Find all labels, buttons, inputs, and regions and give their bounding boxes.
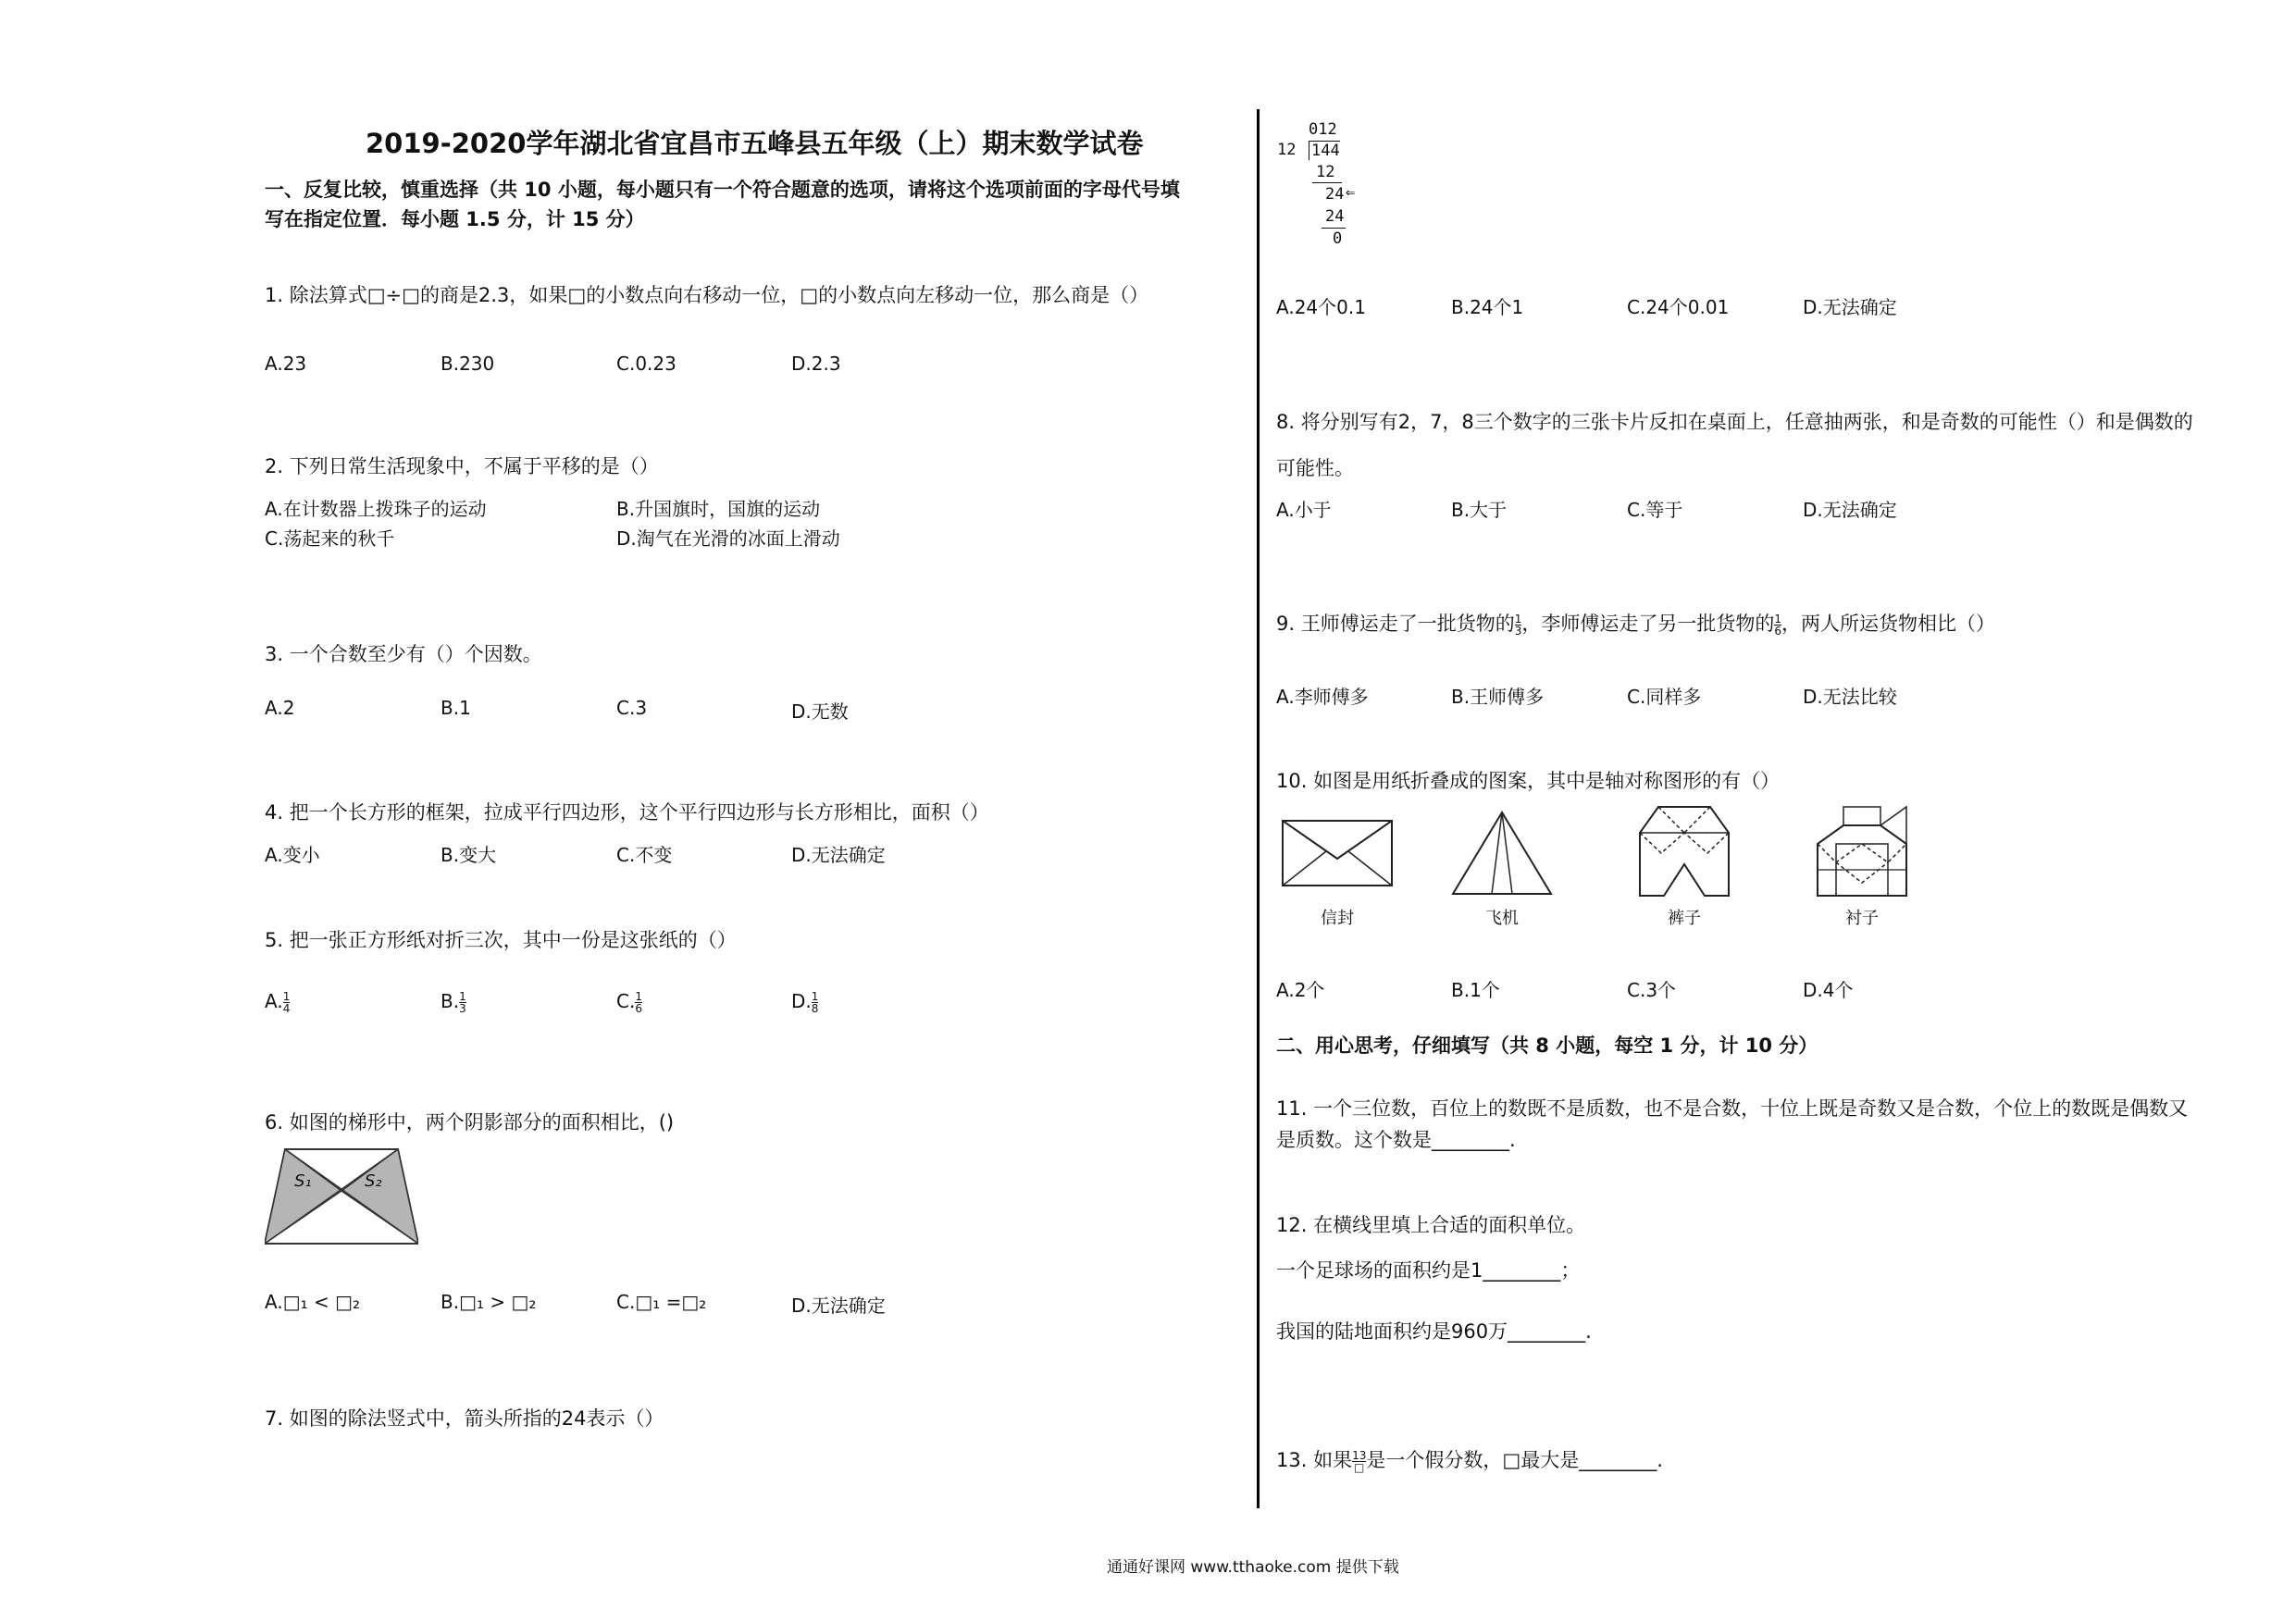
q3-stem: 3. 一个合数至少有（）个因数。 — [265, 643, 542, 665]
q4-option-b[interactable]: B.变大 — [441, 844, 497, 866]
q4-stem: 4. 把一个长方形的框架，拉成平行四边形，这个平行四边形与长方形相比，面积（） — [265, 801, 989, 824]
q8-stem-line2: 可能性。 — [1276, 457, 1354, 479]
q2-stem: 2. 下列日常生活现象中，不属于平移的是（） — [265, 455, 659, 477]
q5-option-b-label: B. — [441, 990, 460, 1012]
division-step2: 24 — [1325, 185, 1345, 204]
q7-option-b[interactable]: B.24个1 — [1451, 296, 1524, 318]
q1-option-c[interactable]: C.0.23 — [616, 353, 676, 375]
pants-figure — [1638, 805, 1731, 898]
q10-stem: 10. 如图是用纸折叠成的图案，其中是轴对称图形的有（） — [1276, 770, 1781, 792]
q5-option-c[interactable] — [616, 990, 642, 1014]
s2-label: S₂ — [365, 1171, 382, 1191]
q3-option-a[interactable]: A.2 — [265, 697, 295, 719]
q8-option-b[interactable]: B.大于 — [1451, 499, 1508, 521]
q13-stem: 13. 如果 $\frac{13}{□}$ 是一个假分数，□最大是________. — [1276, 1448, 1663, 1474]
q11-line2: 是质数。这个数是________. — [1276, 1129, 1516, 1151]
q1-option-b[interactable]: B.230 — [441, 353, 495, 375]
q9-fraction-a: $\frac{1}{3}$ — [1514, 612, 1522, 638]
q5-option-c-label: C. — [616, 990, 636, 1012]
q5-option-c-fraction: $\frac{1}{6}$ — [635, 990, 642, 1015]
q12-line1: 一个足球场的面积约是1________； — [1276, 1259, 1581, 1282]
division-remainder: 0 — [1333, 229, 1343, 248]
division-divisor: 12 — [1277, 141, 1297, 159]
page-footer: 通通好课网 www.tthaoke.com 提供下载 — [1107, 1558, 1399, 1577]
q9-fraction-b: $\frac{1}{6}$ — [1774, 612, 1781, 638]
q3-option-d[interactable]: D.无数 — [791, 700, 849, 723]
envelope-label: 信封 — [1321, 909, 1354, 928]
q10-option-a[interactable]: A.2个 — [1276, 979, 1325, 1001]
q13-fraction: $\frac{13}{□}$ — [1352, 1448, 1367, 1474]
paper-plane-figure — [1451, 811, 1553, 896]
q1-stem: 1. 除法算式□÷□的商是2.3，如果□的小数点向右移动一位，□的小数点向左移动一位，那么商是（） — [265, 284, 1149, 306]
q4-option-d[interactable]: D.无法确定 — [791, 844, 886, 866]
q5-stem: 5. 把一张正方形纸对折三次，其中一份是这张纸的（） — [265, 929, 737, 951]
q9-stem: 9. 王师傅运走了一批货物的 $\frac{1}{3}$ ，李师傅运走了另一批货物的 $\frac{1}{6}$ ，两人所运货物相比（） — [1276, 612, 1995, 638]
q11-line1: 11. 一个三位数，百位上的数既不是质数，也不是合数，十位上既是奇数又是合数，个位上的数既是偶数又 — [1276, 1097, 2189, 1120]
q9-option-a[interactable]: A.李师傅多 — [1276, 686, 1369, 708]
q9-option-b[interactable]: B.王师傅多 — [1451, 686, 1545, 708]
q2-option-b[interactable]: B.升国旗时，国旗的运动 — [616, 498, 821, 520]
q6-option-b[interactable]: B.□₁ > □₂ — [441, 1291, 537, 1313]
q7-option-c[interactable]: C.24个0.01 — [1627, 296, 1730, 318]
q4-option-a[interactable]: A.变小 — [265, 844, 320, 866]
q10-option-b[interactable]: B.1个 — [1451, 979, 1500, 1001]
q5-option-b-fraction: $\frac{1}{3}$ — [459, 990, 466, 1015]
q2-option-c[interactable]: C.荡起来的秋千 — [265, 527, 395, 550]
q12-line2: 我国的陆地面积约是960万________. — [1276, 1320, 1592, 1343]
q5-option-a-fraction: $\frac{1}{4}$ — [282, 990, 291, 1015]
q6-option-c[interactable]: C.□₁ =□₂ — [616, 1291, 707, 1313]
shirt-figure — [1816, 805, 1908, 898]
q6-option-d[interactable]: D.无法确定 — [791, 1295, 886, 1317]
q4-option-c[interactable]: C.不变 — [616, 844, 673, 866]
envelope-figure — [1282, 820, 1393, 886]
division-quotient: 012 — [1309, 120, 1337, 139]
q5-option-d-label: D. — [791, 990, 812, 1012]
q8-option-a[interactable]: A.小于 — [1276, 499, 1332, 521]
long-division-figure — [1277, 120, 1388, 259]
q10-option-c[interactable]: C.3个 — [1627, 979, 1677, 1001]
q1-option-a[interactable]: A.23 — [265, 353, 307, 375]
q10-option-d[interactable]: D.4个 — [1803, 979, 1854, 1001]
q9-option-c[interactable]: C.同样多 — [1627, 686, 1702, 708]
q8-stem-line1: 8. 将分别写有2，7，8三个数字的三张卡片反扣在桌面上，任意抽两张，和是奇数的可能性（）和是偶数的 — [1276, 411, 2193, 433]
q12-stem: 12. 在横线里填上合适的面积单位。 — [1276, 1214, 1586, 1236]
shirt-label: 衬子 — [1845, 909, 1879, 928]
section2-heading: 二、用心思考，仔细填写（共 8 小题，每空 1 分，计 10 分） — [1276, 1035, 1818, 1057]
q5-option-d-fraction: $\frac{1}{8}$ — [811, 990, 819, 1015]
q5-option-d[interactable] — [791, 990, 818, 1014]
q2-option-a[interactable]: A.在计数器上拨珠子的运动 — [265, 498, 487, 520]
q7-option-a[interactable]: A.24个0.1 — [1276, 296, 1366, 318]
section1-heading-line1: 一、反复比较，慎重选择（共 10 小题，每小题只有一个符合题意的选项，请将这个选项前面的字母代号填 — [265, 179, 1180, 201]
q3-option-c[interactable]: C.3 — [616, 697, 648, 719]
division-dividend: 144 — [1309, 141, 1340, 160]
page-title: 2019-2020学年湖北省宜昌市五峰县五年级（上）期末数学试卷 — [366, 128, 1144, 159]
column-divider — [1257, 109, 1260, 1508]
q8-option-c[interactable]: C.等于 — [1627, 499, 1683, 521]
q5-option-b[interactable] — [441, 990, 466, 1014]
trapezoid-figure — [265, 1147, 418, 1245]
arrow-icon: ⇐ — [1346, 183, 1356, 202]
q5-option-a-label: A. — [265, 990, 283, 1012]
q6-option-a[interactable]: A.□₁ < □₂ — [265, 1291, 360, 1313]
q5-option-a[interactable] — [265, 990, 290, 1014]
q7-stem: 7. 如图的除法竖式中，箭头所指的24表示（） — [265, 1407, 664, 1430]
division-step3: 24 — [1325, 207, 1345, 226]
q7-option-d[interactable]: D.无法确定 — [1803, 296, 1897, 318]
q6-stem: 6. 如图的梯形中，两个阴影部分的面积相比，() — [265, 1111, 675, 1134]
q2-option-d[interactable]: D.淘气在光滑的冰面上滑动 — [616, 527, 840, 550]
q8-option-d[interactable]: D.无法确定 — [1803, 499, 1897, 521]
pants-label: 裤子 — [1668, 909, 1701, 928]
q9-option-d[interactable]: D.无法比较 — [1803, 686, 1897, 708]
s1-label: S₁ — [294, 1171, 312, 1191]
q1-option-d[interactable]: D.2.3 — [791, 353, 841, 375]
q3-option-b[interactable]: B.1 — [441, 697, 471, 719]
division-step1: 12 — [1316, 163, 1335, 181]
plane-label: 飞机 — [1485, 909, 1519, 928]
section1-heading-line2: 写在指定位置．每小题 1.5 分，计 15 分） — [265, 208, 645, 230]
